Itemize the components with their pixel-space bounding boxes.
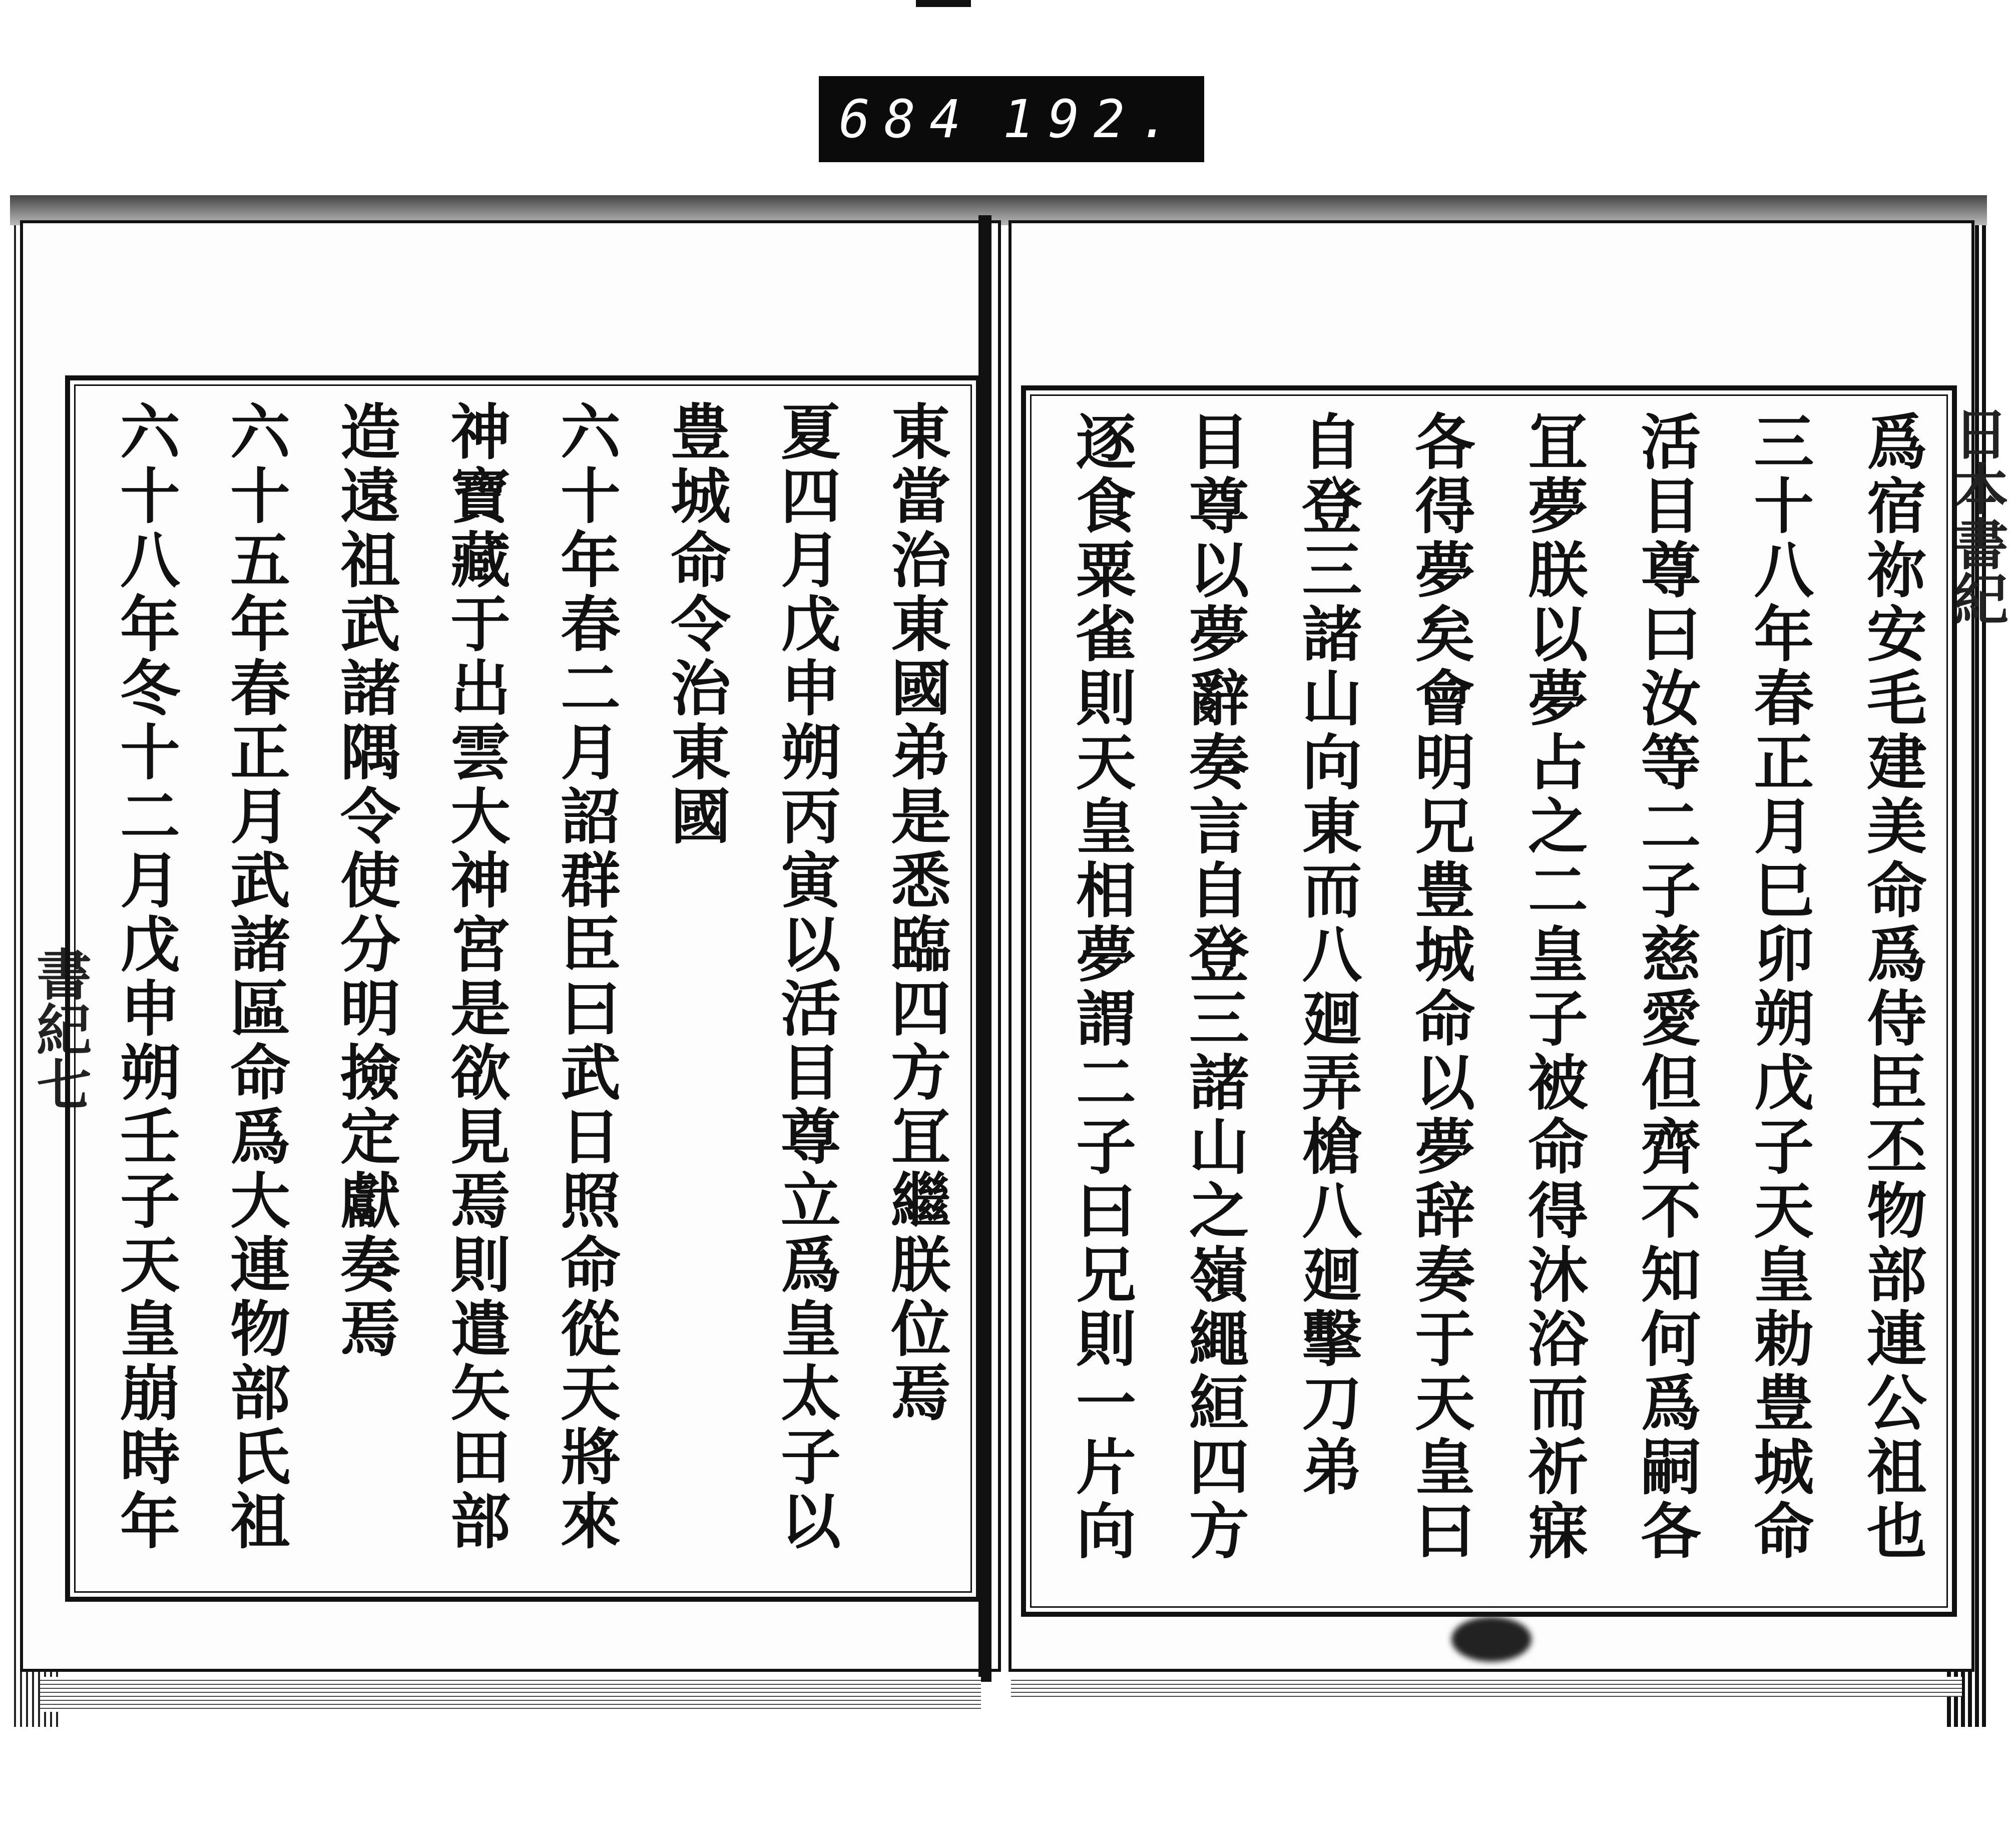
open-book	[10, 195, 2009, 1722]
text-column: 活目尊曰汝等二子慈愛但齊不知何爲嗣各	[1631, 410, 1702, 1564]
text-column: 各得夢矣會明兄豊城命以夢辞奏于天皇曰	[1405, 410, 1476, 1564]
text-column: 逐食粟雀則天皇相夢謂二子曰兄則一片向	[1066, 410, 1137, 1564]
left-bottom-page-stack	[40, 1677, 981, 1712]
right-bottom-page-stack	[1011, 1677, 1962, 1697]
text-column: 自登三諸山向東而八廻弄槍八廻擊刀弟	[1292, 410, 1363, 1500]
right-text-frame	[1021, 385, 1957, 1617]
text-column: 冝夢朕以夢占之二皇子被命得沐浴而祈寐	[1518, 410, 1589, 1564]
text-column: 爲宿祢安毛建美命爲侍臣丕物部連公祖也	[1856, 410, 1927, 1564]
text-column: 六十年春二月詔群臣曰武日照命從天將來	[551, 400, 621, 1554]
text-column: 夏四月戊申朔丙寅以活目尊立爲皇太子以	[771, 400, 841, 1554]
page-number: 192.	[1002, 89, 1184, 150]
left-text-frame	[65, 375, 981, 1602]
text-column: 六十五年春正月武諸區命爲大連物部氏祖	[220, 400, 291, 1554]
text-column: 東當治東國弟是悉臨四方冝繼朕位焉	[881, 400, 951, 1426]
catalog-number: 684	[839, 89, 975, 150]
text-column: 三十八年春正月巳卯朔戊子天皇勅豊城命	[1744, 410, 1815, 1564]
text-column: 神寶藏于出雲大神宮是欲見焉則遣矢田部	[440, 400, 511, 1554]
catalog-label	[819, 76, 1204, 162]
top-notch	[916, 0, 971, 7]
left-columns	[110, 400, 951, 1577]
text-column: 六十八年冬十二月戊申朔壬子天皇崩時年	[110, 400, 181, 1554]
ink-smudge	[1451, 1617, 1532, 1662]
text-column: 目尊以夢辭奏言自登三諸山之嶺繩絙四方	[1179, 410, 1250, 1564]
right-columns	[1066, 410, 1927, 1592]
text-column: 造遠祖武諸隅令使分明撿定獻奏焉	[330, 400, 401, 1361]
right-side-title: 日本書紀	[1944, 405, 2009, 626]
left-side-title: 書紀七	[28, 946, 92, 1111]
text-column: 豊城命令治東國	[661, 400, 731, 849]
